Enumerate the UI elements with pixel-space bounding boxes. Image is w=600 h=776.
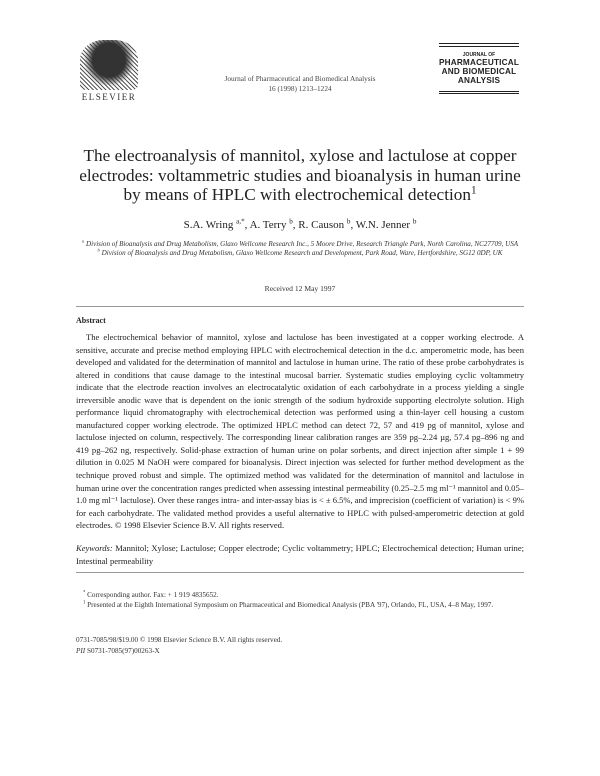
paper-title [70, 146, 530, 205]
pii-value: S0731-7085(97)00263-X [86, 647, 160, 655]
author-affiliation-mark: b [412, 217, 417, 226]
journal-volume-pages: 16 (1998) 1213–1224 [268, 83, 332, 93]
elsevier-wordmark: ELSEVIER [81, 92, 137, 102]
affiliation-text: Division of Bioanalysis and Drug Metabolism, Glaxo Wellcome Research and Development, Park Road, Ware, Hertfordshire, SG12 0DP, UK [101, 249, 503, 258]
journal-citation [160, 74, 440, 93]
affiliation-text: Division of Bioanalysis and Drug Metabolism, Glaxo Wellcome Research Inc., 5 Moore Drive, Research Triangle Park, North Carolina, NC27709, USA [85, 240, 519, 248]
author-affiliation-mark: b [289, 217, 293, 226]
affiliation-mark: a [81, 238, 85, 244]
divider [76, 572, 524, 573]
divider [439, 43, 519, 47]
footnote-mark: 1 [83, 600, 86, 606]
footnote-text: Corresponding author. Fax: + 1 919 4835652. [87, 591, 219, 599]
divider [439, 91, 519, 95]
divider [76, 306, 524, 307]
journal-logo-line: PHARMACEUTICAL [438, 57, 520, 67]
footnote-mark: * [83, 590, 86, 596]
elsevier-tree-icon [80, 40, 138, 90]
author-affiliation-mark: b [346, 217, 351, 226]
author-affiliation-mark: a,* [236, 217, 245, 226]
keywords-label: Keywords: [76, 543, 113, 553]
journal-name: Journal of Pharmaceutical and Biomedical Analysis [224, 74, 376, 83]
affiliations [76, 240, 524, 259]
affiliation [76, 249, 524, 258]
author-name: W.N. Jenner [355, 219, 411, 231]
keywords-text: Mannitol; Xylose; Lactulose; Copper electrode; Cyclic voltammetry; HPLC; Electrochemical detection; Human urine; Intestinal permeability [76, 543, 524, 566]
journal-logo [437, 43, 521, 94]
author-name: R. Causon [298, 219, 345, 231]
received-date: Received 12 May 1997 [264, 284, 336, 293]
footnote [76, 601, 524, 611]
journal-logo-small: JOURNAL OF [462, 51, 496, 58]
copyright-line: 0731-7085/98/$19.00 © 1998 Elsevier Science B.V. All rights reserved. [76, 636, 283, 644]
abstract-text: The electrochemical behavior of mannitol, xylose and lactulose has been investigated at a copper working electrode. A sensitive, accurate and precise method employing HPLC with electrochemical detection in the d.c. amperometric mode, has been developed and validated for the determination of mannitol and lactulose in human urine. The ratio of these probe carbohydrates is altered in conditions that cause damage to the intestinal mucosal barrier. Systematic studies employing cyclic voltammetry indicate that the electrode reaction involves an electrocatalytic oxidation of each carbohydrate in a process yielding a single irreversible anodic wave that is dependent on the ionic strength of the sodium hydroxide supporting electrolyte solution. High performance liquid chromatography with electrochemical detection was performed using a thin-layer cell housing a custom manufactured copper working electrode. The optimized HPLC method can detect 72, 57 and 419 pg of mannitol, xylose and lactulose injected on column, respectively. The corresponding linear calibration ranges are 359 pg–2.24 µg, 57.4 pg–896 ng and 419 pg–262 ng, respectively. Solid-phase extraction of human urine on polar sorbents, and direct injection after simple 1 + 99 dilution in 0.025 M NaOH were compared for bioanalysis. Direct injection was selected for further method development as the technique proved robust and simple. The optimized method was validated for the determination of mannitol and lactulose in human urine over the concentration ranges predicted when assessing intestinal permeability (0.25–2.5 mg ml⁻¹ mannitol and 0.05–1.0 mg ml⁻¹ lactulose). Over these ranges intra- and inter-assay bias is < ± 6.5%, and imprecision (coefficient of variation) is < 9% for each carbohydrate. The validated method provides a useful alternative to HPLC with pulsed-amperometric detection at gold electrodes. © 1998 Elsevier Science B.V. All rights reserved. [76, 332, 524, 531]
author-name: S.A. Wring [183, 219, 234, 231]
footnotes [76, 591, 524, 611]
affiliation [76, 240, 524, 249]
pii-label: PII [76, 647, 86, 655]
title-text: The electroanalysis of mannitol, xylose and lactulose at copper electrodes: voltammetric studies and bioanalysis in human urine by means of HPLC with electrochemical detection [79, 146, 521, 204]
journal-logo-line: ANALYSIS [457, 75, 501, 85]
journal-logo-line: AND BIOMEDICAL [441, 66, 517, 76]
copyright-block [76, 635, 524, 657]
footnote-mark: 1 [470, 184, 477, 197]
footnote-text: Presented at the Eighth International Symposium on Pharmaceutical and Biomedical Analysis (PBA '97), Orlando, FL, USA, 4–8 May, 1997. [87, 600, 494, 609]
author-name: A. Terry [249, 219, 287, 231]
keywords [76, 542, 524, 567]
affiliation-mark: b [97, 248, 100, 254]
abstract-heading: Abstract [76, 316, 106, 325]
footnote [76, 591, 524, 601]
pii-line [76, 646, 524, 657]
author-list: S.A. Wring $^{a,*}$, A. Terry $^b$, R. Causon $^b$, W.N. Jenner $^b$ [183, 217, 417, 231]
elsevier-logo [76, 40, 142, 104]
